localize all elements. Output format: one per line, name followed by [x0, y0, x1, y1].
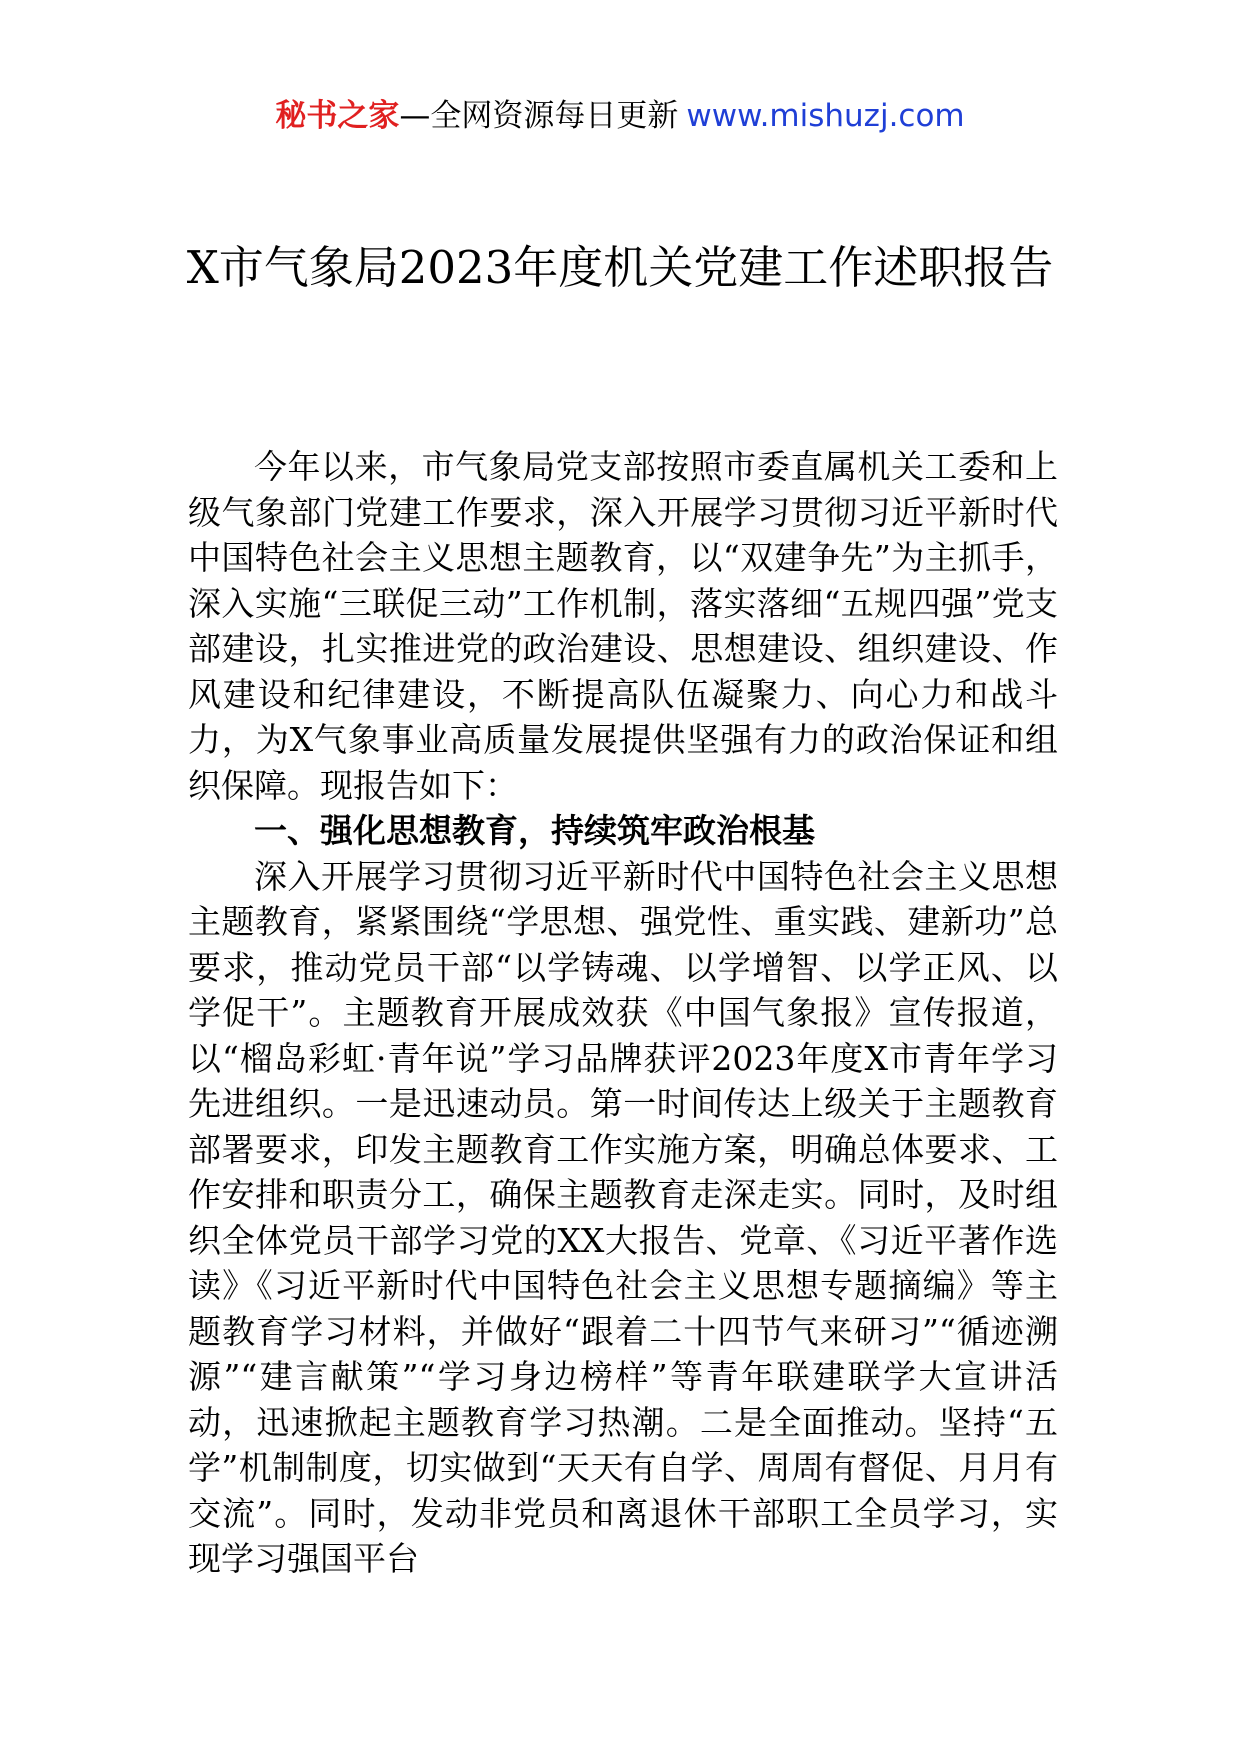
site-header-banner [0, 96, 1240, 136]
site-slogan: —全网资源每日更新 [399, 98, 679, 134]
document-title: X市气象局2023年度机关党建工作述职报告 [186, 241, 1054, 294]
paragraph-section-1: 深入开展学习贯彻习近平新时代中国特色社会主义思想主题教育，紧紧围绕“学思想、强党性、重实践、建新功”总要求，推动党员干部“以学铸魂、以学增智、以学正风、以学促干”。主题教育开展成效获《中国气象报》宣传报道，以“榴岛彩虹·青年说”学习品牌获评2023年度X市青年学习先进组织。一是迅速动员。第一时间传达上级关于主题教育部署要求，印发主题教育工作实施方案，明确总体要求、工作安排和职责分工，确保主题教育走深走实。同时，及时组织全体党员干部学习党的XX大报告、党章、《习近平著作选读》《习近平新时代中国特色社会主义思想专题摘编》等主题教育学习材料，并做好“跟着二十四节气来研习”“循迹溯源”“建言献策”“学习身边榜样”等青年联建联学大宣讲活动，迅速掀起主题教育学习热潮。二是全面推动。坚持“五学”机制制度，切实做到“天天有自学、周周有督促、月月有交流”。同时，发动非党员和离退休干部职工全员学习，实现学习强国平台 [188, 856, 1058, 1578]
site-name: 秘书之家 [275, 98, 400, 134]
paragraph-intro: 今年以来，市气象局党支部按照市委直属机关工委和上级气象部门党建工作要求，深入开展学习贯彻习近平新时代中国特色社会主义思想主题教育，以“双建争先”为主抓手，深入实施“三联促三动”工作机制，落实落细“五规四强”党支部建设，扎实推进党的政治建设、思想建设、组织建设、作风建设和纪律建设，不断提高队伍凝聚力、向心力和战斗力，为X气象事业高质量发展提供坚强有力的政治保证和组织保障。现报告如下： [188, 447, 1058, 805]
document-body [188, 444, 1058, 1582]
site-url-link[interactable]: www.mishuzj.com [686, 98, 965, 134]
section-heading-1: 一、强化思想教育，持续筑牢政治根基 [254, 811, 815, 850]
